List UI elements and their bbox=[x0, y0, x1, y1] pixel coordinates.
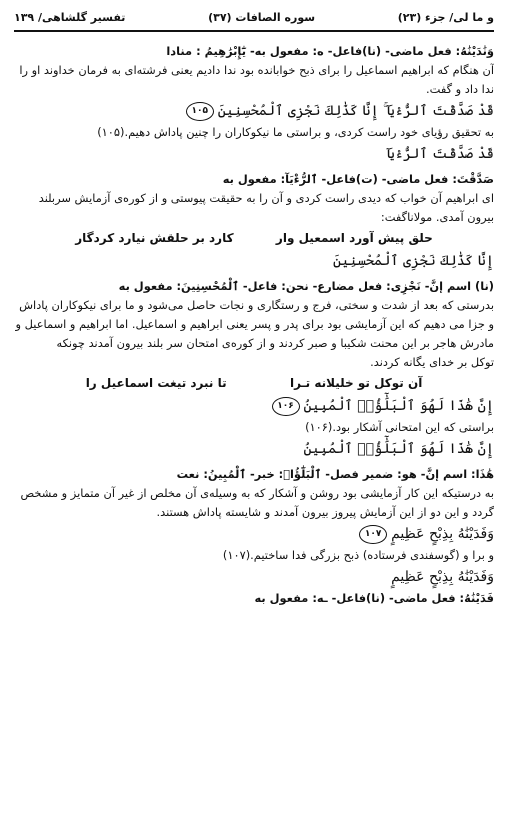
translation-line: به تحقیق رؤیای خود راست کردی، و براستی ما نیکوکاران را چنین پاداش دهیم.(۱۰۵) bbox=[97, 125, 494, 139]
header-surah: سوره الصافات (۳۷) bbox=[208, 10, 316, 24]
text-line: گردد و این دو از این آزمایش پیروز بیرون آمدند و شایسته پاداش هستند. bbox=[156, 505, 494, 519]
verse-106 bbox=[14, 394, 494, 418]
verse-107 bbox=[14, 522, 494, 546]
verse-text: قَدْ صَدَّقْتَ ٱلرُّءْيَآ ۚ إِنَّا كَذَٰلِكَ نَجْزِى ٱلْمُحْسِنِينَ bbox=[217, 103, 494, 119]
text-line: بدرستی که بعد از شدت و سختی، فرج و رستگاری و نجات حاصل می‌شود و ما برای نیکوکاران پاداش bbox=[19, 298, 494, 312]
translation-line: و برا و (گوسفندی فرستاده) ذبح بزرگی فدا ساختیم.(۱۰۷) bbox=[222, 548, 494, 562]
verse-fragment: إِنَّا كَذَٰلِكَ نَجْزِى ٱلْمُحْسِنِينَ bbox=[332, 253, 494, 269]
verse-text: إِنَّ هَٰذَا لَهُوَ ٱلْبَلَٰٓؤُا۟ ٱلْمُبِينُ bbox=[303, 398, 494, 414]
verse-fragment: وَفَدَيْنَٰهُ بِذِبْحٍ عَظِيمٍ bbox=[391, 569, 494, 585]
verse-number-badge: ۱۰۶ bbox=[272, 397, 300, 416]
verse-fragment: قَدْ صَدَّقْتَ ٱلرُّءْيَآ bbox=[386, 146, 494, 162]
poem-hemistich-right: آن توکل تو خلیلانه تـرا bbox=[289, 376, 423, 390]
text-line: بیرون آمدی. مولاناگفت: bbox=[380, 210, 494, 224]
verse-105 bbox=[14, 99, 494, 123]
page-header bbox=[14, 6, 494, 28]
poem-hemistich-left: تا نبرد تیغت اسماعیل را bbox=[85, 376, 227, 390]
poem-hemistich-left: کارد بر حلقش نیارد کردگار bbox=[75, 231, 234, 245]
text-line: و جزا می دهیم که این آزمایشی بود برای پدر و پسر یعنی ابراهیم و اسماعیل. اما ابراهیم و اسماعیل و bbox=[15, 317, 494, 331]
header-part-juz: و ما لی/ جزء (۲۳) bbox=[397, 10, 494, 24]
translation-line: براستی که این امتحانی آشکار بود.(۱۰۶) bbox=[305, 420, 494, 434]
verse-number-badge: ۱۰۷ bbox=[359, 525, 387, 544]
text-line: به درستیکه این کار آزمایشی بود روشن و آشکار که به وسیله‌ی آن مخلص از غیر آن متمایز و مشخص bbox=[20, 486, 494, 500]
grammar-line: صَدَّقْتَ: فعل ماضی- (ت)فاعل- ٱلرُّءْيَآ: مفعول به bbox=[222, 172, 494, 186]
text-line: مادرش هاجر بر این محنت شکیبا و صبر کردند و از کوره‌ی امتحان سر بلند بیرون آمدند چونکه bbox=[56, 336, 494, 350]
poem-hemistich-right: حلق پیش آورد اسمعیل وار bbox=[275, 231, 433, 245]
verse-fragment: إِنَّ هَٰذَا لَهُوَ ٱلْبَلَٰٓؤُا۟ ٱلْمُبِينُ bbox=[303, 441, 494, 457]
text-line: ای ابراهیم آن خواب که دیدی راست کردی و آن را به حقیقت پیوستی و از کوره‌ی آزمایش سربلند bbox=[38, 191, 494, 205]
verse-text: وَفَدَيْنَٰهُ بِذِبْحٍ عَظِيمٍ bbox=[391, 526, 494, 542]
header-divider bbox=[14, 30, 494, 32]
grammar-line: هَٰذَا: اسم إنَّ- هو: ضمیر فصل- ٱلْبَلَٰٓؤُا۟: خبر- ٱلْمُبِينُ: نعت bbox=[176, 467, 494, 481]
text-line: توکل بر خدای یگانه کردند. bbox=[370, 355, 494, 369]
grammar-line: فَدَيْنَٰهُ: فعل ماضی- (نا)فاعل- ـه: مفعول به bbox=[254, 591, 494, 605]
poem-couplet bbox=[14, 227, 494, 249]
page bbox=[0, 6, 510, 816]
text-line: آن هنگام که ابراهیم اسماعیل را برای ذبح خوابانده بود ندا دادیم یعنی فرشته‌ای به فرمان خداوند او را bbox=[19, 63, 494, 77]
grammar-line: وَنَٰدَيْنَٰهُ: فعل ماضی- (نا)فاعل- ه: مفعول به- يَٰٓإِبْرَٰهِيمُ : منادا bbox=[166, 44, 494, 58]
text-line: ندا داد و گفت. bbox=[426, 82, 494, 96]
poem-couplet bbox=[14, 372, 494, 394]
grammar-line: (نا) اسم إنَّ- نَجْزِى: فعل مضارع- نحن: فاعل- ٱلْمُحْسِنِينَ: مفعول به bbox=[118, 279, 494, 293]
verse-number-badge: ۱۰۵ bbox=[186, 102, 214, 121]
header-book-page: تفسیر گلشاهی/ ۱۳۹ bbox=[14, 10, 126, 24]
